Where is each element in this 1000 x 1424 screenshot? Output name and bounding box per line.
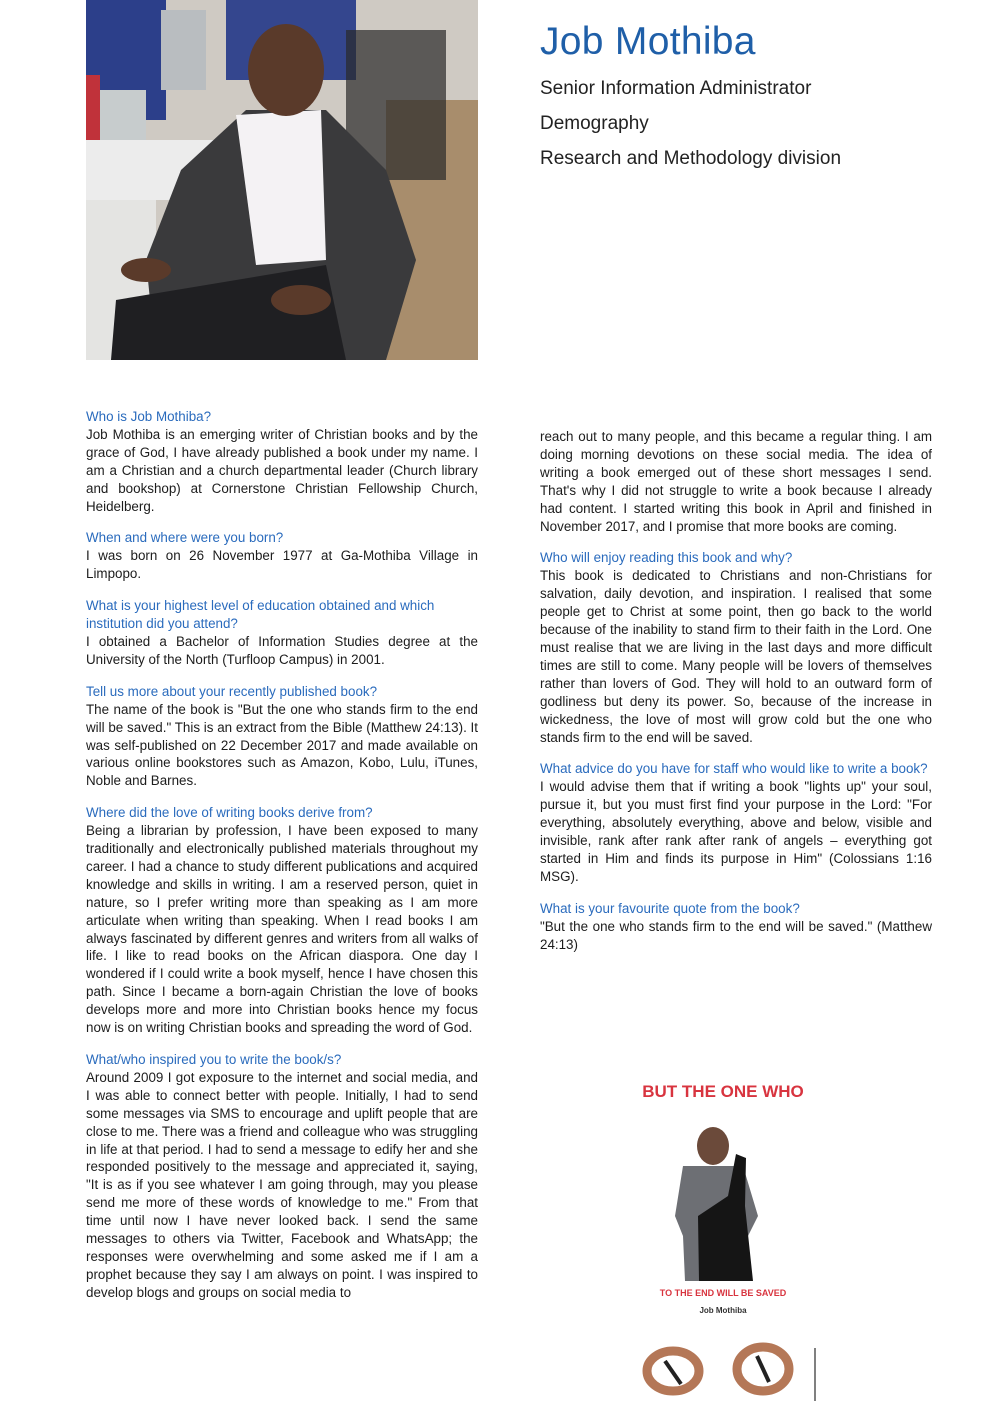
answer-text: I obtained a Bachelor of Information Studies degree at the University of the North (Turfloop Campus) in 2001. (86, 633, 478, 667)
book-cover-image (603, 1066, 843, 1416)
answer-text: I would advise them that if writing a book "lights up" your soul, pursue it, but you must first find your purpose in the Lord: "For everything, absolutely everything, above and below, visible and invisible, rank after rank after rank of angels – everything got started in Him and finds its purpose in Him" (Colossians 1:16 MSG). (540, 779, 932, 884)
interview-right-column (540, 428, 932, 967)
question-heading: When and where were you born? (86, 530, 284, 546)
profile-department: Demography (540, 113, 649, 134)
question-heading: Who is Job Mothiba? (86, 409, 212, 424)
book-cover-title-bottom: TO THE END WILL BE SAVED (659, 1288, 787, 1298)
person-portrait-illustration (86, 0, 478, 360)
answer-text: Around 2009 I got exposure to the internet and social media, and I was able to connect better with people. Initially, I had to send some messages via SMS to encourage and uplift people that are close to me. There was a friend and colleague who was struggling in life at that period. I had to send a message to edify her and she responded positively to the message and appreciated it, saying, "It is as if you see whatever I am going through, may you please send me more of these words of knowledge to me." From that time until now I have never looked back. I send the same messages to others via Twitter, Facebook and WhatsApp; the responses were overwhelming and some asked me if I am a prophet because they say I am always on point. I was inspired to develop blogs and groups on social media to (86, 1069, 478, 1300)
book-cover-illustration (603, 1066, 843, 1416)
question-heading: Who will enjoy reading this book and why? (540, 550, 793, 566)
profile-header (540, 20, 960, 183)
question-heading: What/who inspired you to write the book/s? (86, 1052, 342, 1067)
question-heading: Tell us more about your recently published book? (86, 683, 378, 699)
book-cover-title-top: BUT THE ONE WHO (642, 1082, 804, 1101)
question-heading: What is your favourite quote from the book? (540, 900, 800, 916)
book-cover-author: Job Mothiba (699, 1306, 747, 1315)
answer-text: This book is dedicated to Christians and non-Christians for salvation, daily devotion, and inspiration. I realised that some people get to Christ at some point, then go back to the world because of the inability to stand firm to their faith in the Lord. One must realise that we are living in the last days and more difficult times are still to come. Many people will be lovers of themselves rather than lovers of God. They will hold to an outward form of godliness but deny its power. So, because of the increase in wickedness, the love of most will grow cold but the one who stands firm to the end will be saved. (540, 568, 932, 745)
answer-text: Job Mothiba is an emerging writer of Christian books and by the grace of God, I have already published a book under my name. I am a Christian and a church departmental leader (Church library and bookshop) at Cornerstone Christian Fellowship Church, Heidelberg. (86, 426, 478, 514)
answer-text: I was born on 26 November 1977 at Ga-Mothiba Village in Limpopo. (86, 548, 478, 582)
answer-text: "But the one who stands firm to the end will be saved." (Matthew 24:13) (540, 918, 932, 952)
interview-left-column (86, 408, 478, 1316)
profile-job-title: Senior Information Administrator (540, 78, 812, 99)
profile-division: Research and Methodology division (540, 148, 842, 169)
answer-continuation-text: reach out to many people, and this became a regular thing. I am doing morning devotions on these social media. The idea of writing a book emerged out of these short messages I send. That's why I did not struggle to write a book because I already had content. I started writing this book in April and finished in November 2017, and I promise that more books are coming. (540, 429, 932, 534)
profile-photo (86, 0, 478, 360)
question-heading: Where did the love of writing books derive from? (86, 805, 373, 821)
profile-name: Job Mothiba (540, 20, 756, 63)
question-heading: What advice do you have for staff who would like to write a book? (540, 761, 928, 777)
question-heading: What is your highest level of education obtained and which institution did you attend? (86, 598, 435, 632)
answer-text: Being a librarian by profession, I have been exposed to many traditionally and electronically published materials throughout my career. I had a chance to study different publications and acquired knowledge and skills in writing. I am a reserved person, quiet in nature, so I prefer writing more than speaking as I am more articulate when writing than speaking. When I read books I am always fascinated by different genres and writers from all walks of life. I like to read books on the African diaspora. One day I wondered if I could write a book myself, hence I have chosen this path. Since I became a born-again Christian the love of books develops more and more into Christian books hence my focus now is on writing Christian books and spreading the word of God. (86, 823, 478, 1036)
answer-text: The name of the book is "But the one who stands firm to the end will be saved." This is an extract from the Bible (Matthew 24:13). It was self-published on 22 December 2017 and made available on various online bookstores such as Amazon, Kobo, Lulu, iTunes, Noble and Barnes. (86, 701, 478, 789)
